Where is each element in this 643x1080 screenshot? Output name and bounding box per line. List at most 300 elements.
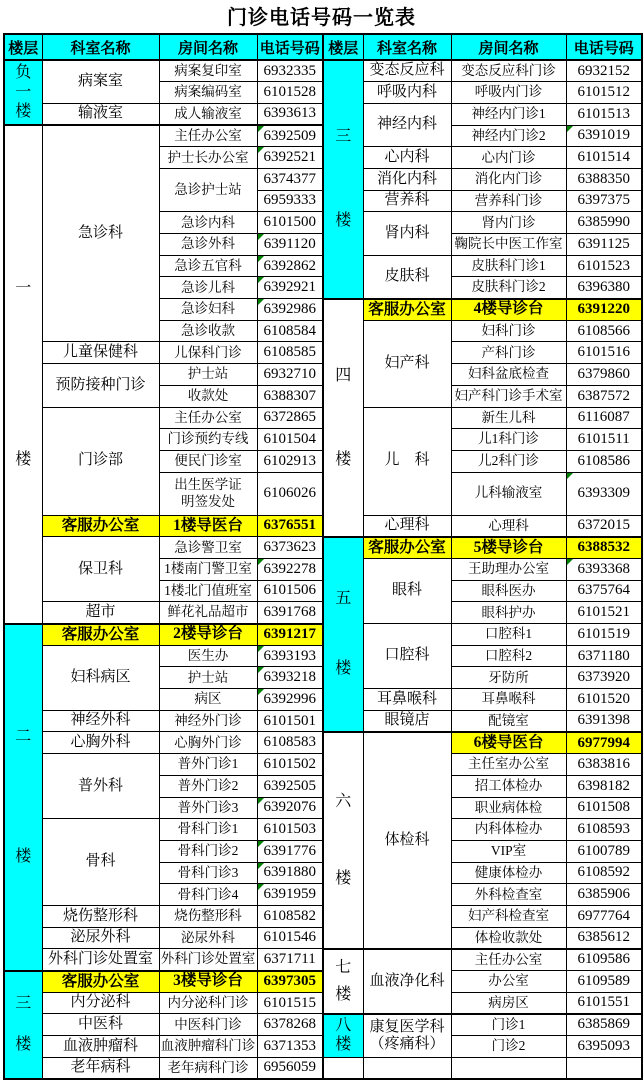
room-cell: 6楼导医台 — [451, 732, 566, 754]
floor-label — [5, 625, 42, 970]
room-cell: 骨科门诊1 — [159, 819, 257, 841]
room-cell: 妇产科门诊手术室 — [451, 385, 566, 407]
floor-label-char: 楼 — [335, 1036, 352, 1054]
phone-cell: 6108582 — [257, 905, 323, 927]
table-row — [323, 558, 642, 580]
department-cell: 普外科 — [42, 754, 159, 819]
comment-triangle-icon — [258, 126, 264, 132]
phone-cell: 6100789 — [566, 840, 642, 862]
floor-cell — [323, 537, 363, 732]
phone-cell: 6108566 — [566, 320, 642, 342]
table-row — [4, 1057, 323, 1079]
comment-triangle-icon — [258, 256, 264, 262]
floor-label-char: 四 — [335, 366, 352, 384]
table-row — [4, 537, 323, 559]
room-cell: 急诊外科 — [159, 234, 257, 256]
table-row — [4, 927, 323, 949]
table-row — [4, 971, 323, 993]
table-row — [4, 819, 323, 841]
floor-cell — [4, 624, 42, 971]
room-cell: 4楼导诊台 — [451, 299, 566, 321]
phone-cell: 6959333 — [257, 190, 323, 212]
room-cell: 儿保科门诊 — [159, 342, 257, 364]
table-row — [4, 949, 323, 971]
table-row — [323, 147, 642, 169]
room-cell: 骨科门诊4 — [159, 884, 257, 906]
department-cell: 心胸外科 — [42, 732, 159, 754]
department-cell: 消化内科 — [363, 168, 451, 190]
phone-cell: 6388532 — [566, 537, 642, 559]
room-cell: 妇产科检查室 — [451, 905, 566, 927]
department-cell: 老年病科 — [42, 1057, 159, 1079]
phone-cell: 6388307 — [257, 385, 323, 407]
room-cell: 办公室 — [451, 971, 566, 993]
phone-cell: 6101502 — [257, 754, 323, 776]
floor-cell — [323, 60, 363, 299]
table-row — [4, 342, 323, 364]
table-row — [323, 255, 642, 277]
floor-cell — [323, 949, 363, 1014]
floor-label-char: 二 — [15, 727, 32, 745]
comment-triangle-icon — [258, 277, 264, 283]
floor-label-char: 七 — [335, 959, 352, 977]
directory-table-left — [3, 33, 324, 1080]
room-cell: 3楼导诊台 — [159, 971, 257, 993]
table-row — [323, 190, 642, 212]
phone-cell: 6932152 — [566, 60, 642, 82]
department-cell: 烧伤整形科 — [42, 905, 159, 927]
phone-cell: 6372865 — [257, 407, 323, 429]
phone-cell: 6374377 — [257, 168, 323, 190]
department-cell: 外科门诊处置室 — [42, 949, 159, 971]
room-cell: 妇科门诊 — [451, 320, 566, 342]
phone-cell: 6101519 — [566, 624, 642, 646]
phone-cell: 6101503 — [257, 819, 323, 841]
department-cell: 客服办公室 — [363, 299, 451, 321]
department-cell: 体检科 — [363, 732, 451, 949]
phone-cell: 6101508 — [566, 797, 642, 819]
room-cell: 烧伤整形科 — [159, 905, 257, 927]
phone-cell: 6101515 — [257, 992, 323, 1014]
room-cell: 医生办 — [159, 645, 257, 667]
table-row — [323, 103, 642, 125]
department-cell: 儿 科 — [363, 407, 451, 515]
room-cell: 2楼导诊台 — [159, 624, 257, 646]
room-cell: 护士站 — [159, 667, 257, 689]
phone-cell: 6391125 — [566, 234, 642, 256]
table-row — [4, 645, 323, 667]
room-cell: 招工体检办 — [451, 775, 566, 797]
room-cell: 体检收款处 — [451, 927, 566, 949]
table-row — [323, 82, 642, 104]
floor-cell — [323, 1057, 363, 1079]
table-row — [4, 1014, 323, 1036]
department-cell: 儿童保健科 — [42, 342, 159, 364]
room-cell: 心理科 — [451, 515, 566, 537]
floor-cell — [323, 1014, 363, 1057]
phone-cell: 6385869 — [566, 1014, 642, 1036]
floor-label-char: 负 — [15, 63, 32, 81]
phone-cell: 6108583 — [257, 732, 323, 754]
room-cell: 便民门诊室 — [159, 450, 257, 472]
room-cell: 口腔科1 — [451, 624, 566, 646]
comment-triangle-icon — [258, 863, 264, 869]
department-cell: 营养科 — [363, 190, 451, 212]
room-cell: 骨科门诊2 — [159, 840, 257, 862]
room-cell: 急诊收款 — [159, 320, 257, 342]
floor-label-char: 楼 — [15, 103, 32, 121]
department-cell: 心理科 — [363, 515, 451, 537]
floor-label — [5, 972, 42, 1078]
phone-cell — [566, 1057, 642, 1079]
department-cell: 输液室 — [42, 103, 159, 125]
column-header: 科室名称 — [42, 34, 159, 60]
department-cell: 血液净化科 — [363, 949, 451, 1014]
table-row — [323, 689, 642, 711]
floor-label — [324, 733, 363, 948]
phone-cell: 6375764 — [566, 580, 642, 602]
room-cell: 外科门诊处置室 — [159, 949, 257, 971]
room-cell: 主任室办公室 — [451, 754, 566, 776]
room-cell: 主任办公室 — [159, 407, 257, 429]
column-header: 电话号码 — [257, 34, 323, 60]
room-cell: 呼吸内门诊 — [451, 82, 566, 104]
phone-cell: 6101521 — [566, 602, 642, 624]
room-cell: 收款处 — [159, 385, 257, 407]
room-cell: 病案复印室 — [159, 60, 257, 82]
phone-cell: 6376551 — [257, 515, 323, 537]
phone-cell: 6398182 — [566, 775, 642, 797]
table-row — [4, 1036, 323, 1058]
department-cell: 客服办公室 — [42, 971, 159, 993]
department-cell: 客服办公室 — [42, 515, 159, 537]
phone-cell: 6392921 — [257, 277, 323, 299]
department-cell: 超市 — [42, 602, 159, 624]
phone-cell: 6391768 — [257, 602, 323, 624]
room-cell: 门诊2 — [451, 1036, 566, 1058]
room-cell: 老年病科门诊 — [159, 1057, 257, 1079]
directory-tables — [0, 33, 643, 1080]
phone-cell: 6388350 — [566, 168, 642, 190]
table-row — [323, 168, 642, 190]
department-cell: 客服办公室 — [42, 624, 159, 646]
room-cell: 新生儿科 — [451, 407, 566, 429]
table-row — [323, 1014, 642, 1036]
phone-cell: 6378268 — [257, 1014, 323, 1036]
room-cell: 护士站 — [159, 364, 257, 386]
room-cell: 神经内门诊1 — [451, 103, 566, 125]
header-row — [323, 34, 642, 60]
phone-cell: 6383816 — [566, 754, 642, 776]
phone-cell: 6108593 — [566, 819, 642, 841]
table-row — [4, 125, 323, 147]
department-cell: 内分泌科 — [42, 992, 159, 1014]
room-cell: 成人输液室 — [159, 103, 257, 125]
phone-cell: 6109586 — [566, 949, 642, 971]
phone-cell: 6393309 — [566, 472, 642, 515]
department-cell — [363, 1057, 451, 1079]
floor-label-char: 楼 — [15, 450, 32, 468]
department-cell: 口腔科 — [363, 624, 451, 689]
floor-label — [324, 61, 363, 298]
room-cell: VIP室 — [451, 840, 566, 862]
floor-label — [324, 950, 363, 1013]
department-cell: 心内科 — [363, 147, 451, 169]
room-cell: 5楼导诊台 — [451, 537, 566, 559]
room-cell: 儿1科门诊 — [451, 429, 566, 451]
phone-cell: 6373920 — [566, 667, 642, 689]
table-row — [323, 710, 642, 732]
table-right-body — [323, 34, 642, 1079]
phone-cell: 6108592 — [566, 862, 642, 884]
phone-cell: 6101528 — [257, 82, 323, 104]
phone-cell: 6387572 — [566, 385, 642, 407]
room-name-line2: 明签发处 — [181, 493, 235, 509]
room-cell: 1楼导医台 — [159, 515, 257, 537]
table-row — [4, 103, 323, 125]
column-header: 科室名称 — [363, 34, 451, 60]
table-row — [4, 710, 323, 732]
floor-label-char: 楼 — [335, 660, 352, 678]
phone-cell: 6101506 — [257, 580, 323, 602]
room-cell: 神经内门诊2 — [451, 125, 566, 147]
phone-cell: 6108584 — [257, 320, 323, 342]
phone-cell: 6109589 — [566, 971, 642, 993]
column-header: 房间名称 — [451, 34, 566, 60]
phone-cell: 6393368 — [566, 558, 642, 580]
room-cell: 内分泌科门诊 — [159, 992, 257, 1014]
comment-triangle-icon — [258, 559, 264, 565]
floor-label-char: 六 — [335, 792, 352, 810]
phone-cell: 6101501 — [257, 710, 323, 732]
floor-label — [324, 1015, 363, 1057]
phone-cell: 6101511 — [566, 429, 642, 451]
phone-cell: 6392521 — [257, 147, 323, 169]
floor-label — [324, 1058, 363, 1078]
room-cell: 泌尿外科 — [159, 927, 257, 949]
comment-triangle-icon — [567, 473, 573, 479]
department-cell: 急诊科 — [42, 125, 159, 342]
floor-cell — [4, 60, 42, 125]
phone-cell: 6385612 — [566, 927, 642, 949]
floor-label-char: 一 — [15, 279, 32, 297]
room-cell: 出生医学证 明签发处 — [159, 472, 257, 515]
table-row — [4, 602, 323, 624]
phone-cell: 6391959 — [257, 884, 323, 906]
room-cell: 妇科盆底检查 — [451, 364, 566, 386]
phone-cell: 6392862 — [257, 255, 323, 277]
floor-cell — [4, 971, 42, 1079]
table-row — [323, 537, 642, 559]
room-cell: 营养科门诊 — [451, 190, 566, 212]
floor-cell — [4, 125, 42, 623]
department-cell: 神经内科 — [363, 103, 451, 146]
room-cell: 职业病体检 — [451, 797, 566, 819]
comment-triangle-icon — [258, 234, 264, 240]
table-row — [323, 732, 642, 754]
room-cell: 配镜室 — [451, 710, 566, 732]
department-cell: 中医科 — [42, 1014, 159, 1036]
room-cell: 急诊内科 — [159, 212, 257, 234]
comment-triangle-icon — [258, 147, 264, 153]
phone-cell: 6956059 — [257, 1057, 323, 1079]
phone-cell: 6392505 — [257, 775, 323, 797]
directory-table-right — [322, 33, 643, 1080]
room-cell: 病区 — [159, 689, 257, 711]
room-cell: 急诊妇科 — [159, 299, 257, 321]
floor-label-char: 五 — [335, 590, 352, 608]
phone-cell: 6392278 — [257, 558, 323, 580]
floor-label — [324, 300, 363, 536]
phone-cell: 6385990 — [566, 212, 642, 234]
phone-cell: 6932335 — [257, 60, 323, 82]
phone-cell: 6101513 — [566, 103, 642, 125]
phone-cell: 6101512 — [566, 82, 642, 104]
phone-cell: 6101546 — [257, 927, 323, 949]
phone-cell: 6391776 — [257, 840, 323, 862]
room-cell: 内科体检办 — [451, 819, 566, 841]
phone-cell: 6101500 — [257, 212, 323, 234]
phone-cell: 6101523 — [566, 255, 642, 277]
department-cell: 耳鼻喉科 — [363, 689, 451, 711]
room-cell: 门诊1 — [451, 1014, 566, 1036]
comment-triangle-icon — [258, 798, 264, 804]
room-cell: 牙防所 — [451, 667, 566, 689]
floor-label-char: 楼 — [335, 450, 352, 468]
phone-cell: 6397305 — [257, 971, 323, 993]
table-row — [4, 624, 323, 646]
phone-cell: 6391120 — [257, 234, 323, 256]
table-row — [4, 992, 323, 1014]
table-left-body — [4, 34, 323, 1079]
phone-cell: 6391398 — [566, 710, 642, 732]
phone-cell: 6379860 — [566, 364, 642, 386]
table-row — [4, 364, 323, 386]
room-cell: 急诊五官科 — [159, 255, 257, 277]
department-cell: 呼吸内科 — [363, 82, 451, 104]
department-cell: 预防接种门诊 — [42, 364, 159, 407]
comment-triangle-icon — [258, 646, 264, 652]
room-cell: 主任办公室 — [159, 125, 257, 147]
table-row — [4, 407, 323, 429]
phone-cell: 6977994 — [566, 732, 642, 754]
room-cell: 血液肿瘤科门诊 — [159, 1036, 257, 1058]
phone-cell: 6371711 — [257, 949, 323, 971]
phone-cell: 6373623 — [257, 537, 323, 559]
phone-cell: 6385906 — [566, 884, 642, 906]
phone-cell: 6393193 — [257, 645, 323, 667]
room-cell: 普外门诊3 — [159, 797, 257, 819]
column-header: 电话号码 — [566, 34, 642, 60]
floor-label — [5, 126, 42, 622]
floor-label-char: 楼 — [335, 869, 352, 887]
department-cell: 病案室 — [42, 60, 159, 103]
room-cell: 门诊预约专线 — [159, 429, 257, 451]
phone-cell: 6395093 — [566, 1036, 642, 1058]
floor-label-char: 楼 — [335, 212, 352, 230]
room-cell: 普外门诊2 — [159, 775, 257, 797]
floor-label-char: 楼 — [15, 848, 32, 866]
table-row — [4, 754, 323, 776]
room-cell: 肾内门诊 — [451, 212, 566, 234]
department-cell: 门诊部 — [42, 407, 159, 515]
floor-label-char: 八 — [335, 1017, 352, 1035]
room-cell: 王助理办公室 — [451, 558, 566, 580]
room-cell: 1楼北门值班室 — [159, 580, 257, 602]
phone-cell: 6108586 — [566, 450, 642, 472]
room-cell: 皮肤科门诊2 — [451, 277, 566, 299]
room-cell: 主任办公室 — [451, 949, 566, 971]
room-cell: 急诊警卫室 — [159, 537, 257, 559]
phone-cell: 6102913 — [257, 450, 323, 472]
floor-label-char: 一 — [15, 83, 32, 101]
department-cell: 变态反应科 — [363, 60, 451, 82]
phone-cell: 6391217 — [257, 624, 323, 646]
room-cell: 消化内门诊 — [451, 168, 566, 190]
phone-cell: 6392986 — [257, 299, 323, 321]
phone-cell: 6101504 — [257, 429, 323, 451]
table-row — [323, 320, 642, 342]
room-cell: 骨科门诊3 — [159, 862, 257, 884]
phone-cell: 6371353 — [257, 1036, 323, 1058]
floor-label — [324, 538, 363, 731]
department-cell: 肾内科 — [363, 212, 451, 255]
phone-cell: 6391019 — [566, 125, 642, 147]
room-cell: 儿2科门诊 — [451, 450, 566, 472]
phone-cell: 6116087 — [566, 407, 642, 429]
department-cell: 妇产科 — [363, 320, 451, 407]
department-cell: 骨科 — [42, 819, 159, 906]
floor-label-char: 三 — [15, 995, 32, 1013]
room-cell: 皮肤科门诊1 — [451, 255, 566, 277]
table-row — [323, 60, 642, 82]
comment-triangle-icon — [258, 299, 264, 305]
department-cell: 康复医学科 （疼痛科） — [363, 1014, 451, 1057]
department-cell: 皮肤科 — [363, 255, 451, 298]
room-cell: 儿科输液室 — [451, 472, 566, 515]
comment-triangle-icon — [567, 126, 573, 132]
department-cell: 妇科病区 — [42, 645, 159, 710]
department-name-line2: （疼痛科） — [369, 1035, 445, 1052]
room-cell: 病房区 — [451, 992, 566, 1014]
department-cell: 眼镜店 — [363, 710, 451, 732]
room-cell: 普外门诊1 — [159, 754, 257, 776]
phone-cell: 6372015 — [566, 515, 642, 537]
phone-cell: 6393218 — [257, 667, 323, 689]
table-row — [323, 212, 642, 234]
phone-cell: 6101551 — [566, 992, 642, 1014]
department-cell: 眼科 — [363, 558, 451, 623]
room-cell: 眼科医办 — [451, 580, 566, 602]
table-row — [323, 515, 642, 537]
phone-cell: 6371180 — [566, 645, 642, 667]
table-row — [323, 624, 642, 646]
room-cell: 鲜花礼品超市 — [159, 602, 257, 624]
room-cell: 急诊护士站 — [159, 168, 257, 211]
phone-cell: 6932710 — [257, 364, 323, 386]
floor-cell — [323, 299, 363, 537]
column-header: 房间名称 — [159, 34, 257, 60]
phone-cell: 6101514 — [566, 147, 642, 169]
room-cell: 中医科门诊 — [159, 1014, 257, 1036]
comment-triangle-icon — [258, 841, 264, 847]
phone-cell: 6391880 — [257, 862, 323, 884]
floor-label-char: 楼 — [15, 1036, 32, 1054]
floor-label-char: 三 — [335, 128, 352, 146]
table-row — [4, 732, 323, 754]
phone-cell: 6393613 — [257, 103, 323, 125]
header-row — [4, 34, 323, 60]
